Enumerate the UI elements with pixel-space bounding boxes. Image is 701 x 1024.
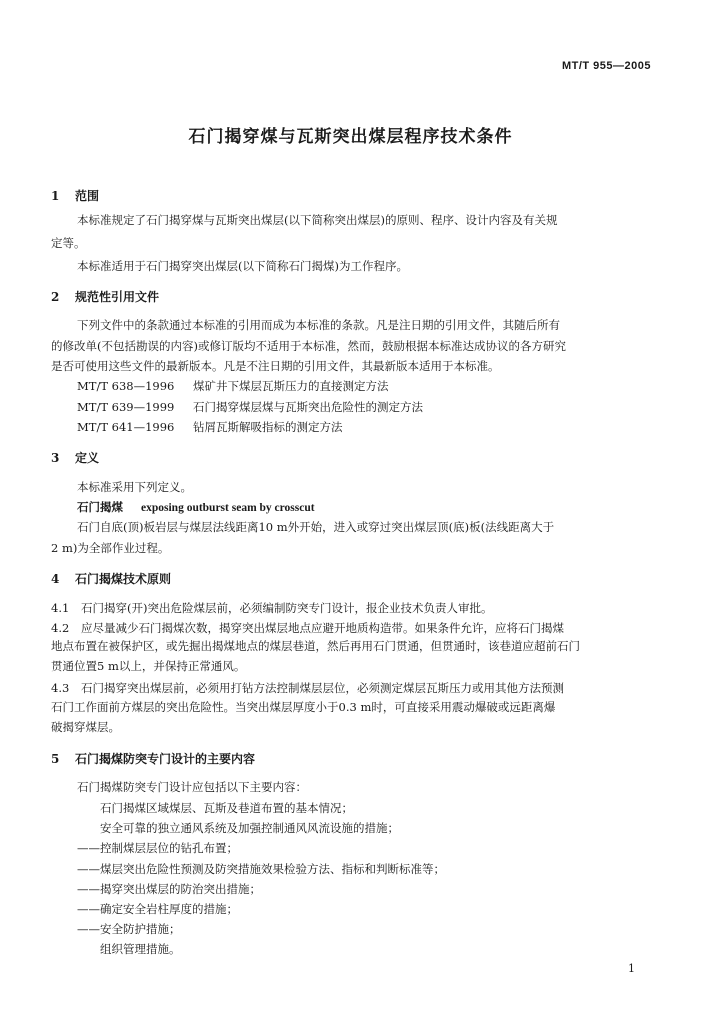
clause-number: 4.3: [51, 681, 70, 695]
clause-4-3-line3: 破揭穿煤层。: [51, 720, 120, 734]
clause-4-2-line3: 贯通位置5 m以上，并保持正常通风。: [51, 659, 246, 673]
section-1-heading: [51, 187, 99, 204]
reference-name: 煤矿井下煤层瓦斯压力的直接测定方法: [193, 379, 389, 393]
reference-name: 钻屑瓦斯解吸指标的测定方法: [193, 420, 343, 434]
term-entry: [77, 499, 315, 515]
clause-text: 应尽量减少石门揭煤次数，揭穿突出煤层地点应避开地质构造带。如果条件允许，应将石门揭煤: [81, 621, 564, 635]
section-5-heading: [51, 750, 255, 767]
reference-item: [77, 399, 423, 415]
list-item: ——煤层突出危险性预测及防突措施效果检验方法、指标和判断标准等；: [77, 862, 445, 876]
section-number: 4: [51, 572, 60, 586]
clause-text: 石门揭穿(开)突出危险煤层前，必须编制防突专门设计，报企业技术负责人审批。: [81, 601, 493, 615]
s2-para-line2: 的修改单(不包括勘误的内容)或修订版均不适用于本标准，然而，鼓励根据本标准达成协议的各方研究: [51, 339, 566, 353]
reference-code: MT/T 638—1996: [77, 379, 175, 393]
s2-para-line3: 是否可使用这些文件的最新版本。凡是不注日期的引用文件，其最新版本适用于本标准。: [51, 359, 500, 373]
section-2-heading: [51, 288, 159, 305]
document-title: 石门揭穿煤与瓦斯突出煤层程序技术条件: [188, 127, 513, 147]
s3-definition-line2: 2 m)为全部作业过程。: [51, 541, 170, 555]
s1-para1-line2: 定等。: [51, 236, 86, 250]
list-item: ——揭穿突出煤层的防治突出措施；: [77, 882, 261, 896]
list-item: ——控制煤层层位的钻孔布置；: [77, 841, 238, 855]
section-number: 5: [51, 752, 60, 766]
list-item: 组织管理措施。: [100, 942, 181, 956]
s3-definition-line1: 石门自底(顶)板岩层与煤层法线距离10 m外开始，进入或穿过突出煤层顶(底)板(法线距离大于: [77, 520, 555, 534]
list-item: ——安全防护措施；: [77, 922, 181, 936]
page-number: 1: [628, 962, 635, 975]
section-number: 1: [51, 189, 60, 203]
s2-para-line1: 下列文件中的条款通过本标准的引用而成为本标准的条款。凡是注日期的引用文件，其随后所有: [77, 318, 560, 332]
list-item: 安全可靠的独立通风系统及加强控制通风风流设施的措施；: [100, 821, 399, 835]
clause-number: 4.1: [51, 601, 70, 615]
section-title: 范围: [75, 189, 100, 203]
s3-intro: 本标准采用下列定义。: [77, 480, 192, 494]
section-number: 3: [51, 451, 60, 465]
section-title: 规范性引用文件: [75, 290, 160, 304]
s5-intro: 石门揭煤防突专门设计应包括以下主要内容：: [77, 780, 307, 794]
clause-4-2: [51, 619, 663, 637]
s1-para2: 本标准适用于石门揭穿突出煤层(以下简称石门揭煤)为工作程序。: [77, 259, 408, 273]
reference-item: [77, 378, 389, 394]
section-title: 石门揭煤技术原则: [75, 572, 172, 586]
list-item: ——确定安全岩柱厚度的措施；: [77, 902, 238, 916]
standard-code: MT/T 955—2005: [561, 60, 651, 72]
section-3-heading: [51, 449, 99, 466]
term-chinese: 石门揭煤: [77, 500, 123, 514]
term-english: exposing outburst seam by crosscut: [141, 502, 315, 514]
clause-number: 4.2: [51, 621, 70, 635]
list-item: 石门揭煤区域煤层、瓦斯及巷道布置的基本情况；: [100, 801, 353, 815]
reference-item: [77, 419, 343, 435]
reference-code: MT/T 641—1996: [77, 420, 175, 434]
reference-name: 石门揭穿煤层煤与瓦斯突出危险性的测定方法: [193, 400, 423, 414]
section-4-heading: [51, 570, 171, 587]
reference-code: MT/T 639—1999: [77, 400, 175, 414]
clause-text: 石门揭穿突出煤层前，必须用打钻方法控制煤层层位，必须测定煤层瓦斯压力或用其他方法预测: [81, 681, 564, 695]
section-number: 2: [51, 290, 60, 304]
section-title: 石门揭煤防突专门设计的主要内容: [75, 752, 256, 766]
clause-4-2-line2: 地点布置在被保护区，或先掘出揭煤地点的煤层巷道，然后再用石门贯通，但贯通时，该巷道应超前石门: [51, 639, 580, 653]
section-title: 定义: [75, 451, 100, 465]
clause-4-3: [51, 679, 663, 697]
s1-para1-line1: 本标准规定了石门揭穿煤与瓦斯突出煤层(以下简称突出煤层)的原则、程序、设计内容及有关规: [77, 213, 558, 227]
clause-4-1: [51, 599, 663, 617]
clause-4-3-line2: 石门工作面前方煤层的突出危险性。当突出煤层厚度小于0.3 m时，可直接采用震动爆破或远距离爆: [51, 700, 556, 714]
